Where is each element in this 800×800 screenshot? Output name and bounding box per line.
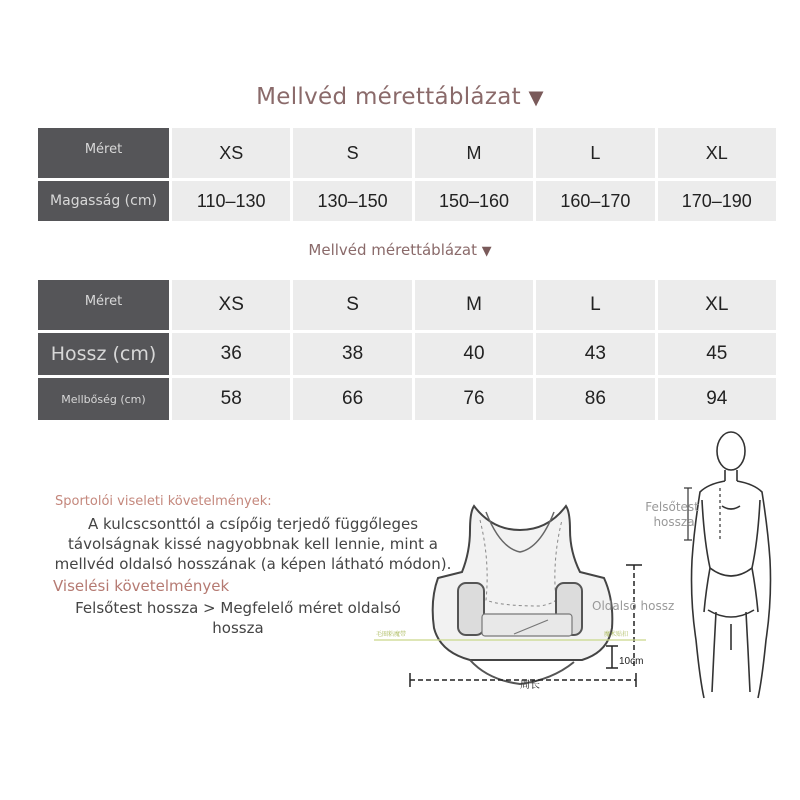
length-row-label: Hossz (cm) — [38, 333, 169, 375]
size-cell: XS — [172, 280, 290, 330]
height-cell: 130–150 — [293, 181, 411, 221]
chest-row-label: Mellbőség (cm) — [38, 378, 169, 420]
wear-requirements-text: Felsőtest hossza > Megfelelő méret oldalsó hossza — [75, 599, 401, 637]
size-cell: M — [415, 128, 533, 178]
size-chart-title-text: Mellvéd mérettáblázat — [256, 84, 521, 110]
torso-length-label-line2: hossza — [653, 515, 695, 529]
size-cell: XL — [658, 280, 776, 330]
height-cell: 150–160 — [415, 181, 533, 221]
ten-cm-label: 10cm — [619, 656, 644, 667]
length-cell: 43 — [536, 333, 654, 375]
dropdown-triangle-icon: ▼ — [481, 244, 492, 259]
side-length-label: Oldalsó hossz — [592, 599, 675, 613]
size-header-label: Méret — [38, 128, 169, 178]
chest-cell: 76 — [415, 378, 533, 420]
wear-requirements-heading: Viselési követelmények — [53, 577, 230, 595]
length-cell: 45 — [658, 333, 776, 375]
human-figure-illustration — [692, 432, 771, 698]
dropdown-triangle-icon: ▼ — [528, 86, 544, 109]
chest-cell: 86 — [536, 378, 654, 420]
circumference-label: 周长 — [520, 680, 540, 691]
chest-cell: 66 — [293, 378, 411, 420]
size-cell: L — [536, 280, 654, 330]
chest-cell: 58 — [172, 378, 290, 420]
size-chart-subtitle-text: Mellvéd mérettáblázat — [308, 241, 477, 259]
length-cell: 38 — [293, 333, 411, 375]
torso-length-label-line1: Felsőtest — [645, 500, 699, 514]
athlete-requirements-text: A kulcscsonttól a csípőig terjedő függőleges távolságnak kissé nagyobbnak kell lennie, mint a mellvéd oldalsó hosszának (a képen látható módon). — [54, 515, 452, 573]
height-cell: 160–170 — [536, 181, 654, 221]
size-cell: M — [415, 280, 533, 330]
chest-guard-illustration — [433, 506, 613, 684]
size-cell: S — [293, 128, 411, 178]
torso-length-marker — [684, 488, 720, 540]
size-cell: S — [293, 280, 411, 330]
strip-label-right: 魔术贴扣 — [604, 631, 629, 638]
torso-length-label — [645, 500, 702, 529]
length-cell: 36 — [172, 333, 290, 375]
length-cell: 40 — [415, 333, 533, 375]
height-row-label: Magasság (cm) — [38, 181, 169, 221]
size-cell: XS — [172, 128, 290, 178]
athlete-requirements-heading: Sportolói viseleti követelmények: — [55, 494, 272, 509]
height-cell: 170–190 — [658, 181, 776, 221]
size-header-label: Méret — [38, 280, 169, 330]
size-cell: XL — [658, 128, 776, 178]
size-cell: L — [536, 128, 654, 178]
chest-cell: 94 — [658, 378, 776, 420]
strip-label-left: 毛圈粘魔带 — [376, 631, 407, 638]
height-cell: 110–130 — [172, 181, 290, 221]
